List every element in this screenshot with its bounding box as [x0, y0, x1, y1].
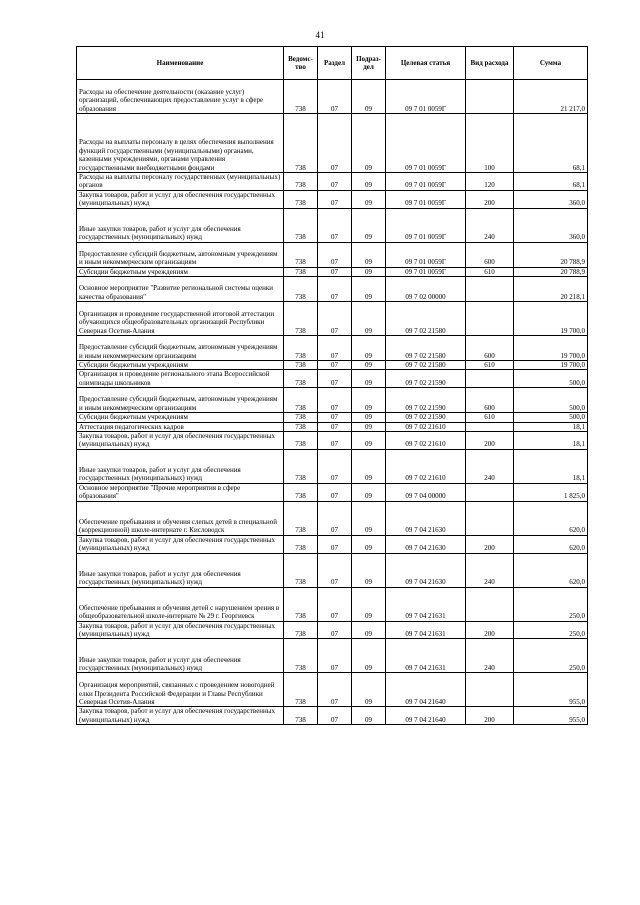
table-header-row	[77, 47, 588, 80]
cell-subsection: 09	[352, 501, 386, 535]
cell-section: 07	[318, 336, 352, 361]
cell-subsection: 09	[352, 114, 386, 173]
cell-name: Субсидии бюджетным учреждениям	[77, 267, 284, 276]
cell-section: 07	[318, 422, 352, 431]
cell-subsection: 09	[352, 302, 386, 336]
table-row	[77, 302, 588, 336]
cell-target: 09 7 01 0059Г	[386, 242, 466, 267]
cell-amount: 360,0	[514, 208, 588, 242]
table-row	[77, 432, 588, 450]
cell-amount: 500,0	[514, 388, 588, 413]
cell-expense-type: 240	[466, 208, 514, 242]
table-row	[77, 483, 588, 501]
cell-target: 09 7 01 0059Г	[386, 80, 466, 114]
cell-target: 09 7 02 21580	[386, 336, 466, 361]
cell-section: 07	[318, 639, 352, 673]
cell-section: 07	[318, 80, 352, 114]
cell-target: 09 7 01 0059Г	[386, 208, 466, 242]
cell-ministry: 738	[284, 370, 318, 388]
cell-subsection: 09	[352, 553, 386, 587]
cell-section: 07	[318, 449, 352, 483]
cell-amount: 18,1	[514, 422, 588, 431]
cell-name: Закупка товаров, работ и услуг для обеспечения государственных (муниципальных) нужд	[77, 707, 284, 725]
cell-target: 09 7 04 00000	[386, 483, 466, 501]
cell-target: 09 7 04 21631	[386, 587, 466, 621]
cell-amount: 68,1	[514, 114, 588, 173]
cell-target: 09 7 02 21590	[386, 413, 466, 422]
table-row	[77, 535, 588, 553]
cell-section: 07	[318, 173, 352, 191]
cell-target: 09 7 04 21631	[386, 621, 466, 639]
cell-subsection: 09	[352, 432, 386, 450]
cell-amount: 20 218,1	[514, 277, 588, 302]
table-row	[77, 553, 588, 587]
cell-expense-type: 200	[466, 621, 514, 639]
cell-section: 07	[318, 501, 352, 535]
cell-amount: 21 217,0	[514, 80, 588, 114]
cell-target: 09 7 02 21590	[386, 370, 466, 388]
header-section: Раздел	[318, 47, 352, 80]
cell-name: Расходы на выплаты персоналу в целях обеспечения выполнения функций государственными (муниципальными) органами, казенными учреждениями, органами управления государственными внебюджетными фондами	[77, 114, 284, 173]
cell-target: 09 7 01 0059Г	[386, 190, 466, 208]
cell-amount: 19 700,0	[514, 361, 588, 370]
cell-section: 07	[318, 361, 352, 370]
header-amount: Сумма	[514, 47, 588, 80]
table-row	[77, 173, 588, 191]
cell-name: Закупка товаров, работ и услуг для обеспечения государственных (муниципальных) нужд	[77, 190, 284, 208]
cell-subsection: 09	[352, 80, 386, 114]
cell-ministry: 738	[284, 190, 318, 208]
header-expense-type: Вид расхода	[466, 47, 514, 80]
cell-target: 09 7 02 21580	[386, 361, 466, 370]
cell-target: 09 7 02 21610	[386, 449, 466, 483]
cell-ministry: 738	[284, 80, 318, 114]
table-row	[77, 208, 588, 242]
cell-expense-type	[466, 587, 514, 621]
cell-amount: 19 700,0	[514, 336, 588, 361]
cell-amount: 250,0	[514, 639, 588, 673]
table-row	[77, 388, 588, 413]
header-name: Наименование	[77, 47, 284, 80]
cell-expense-type: 610	[466, 413, 514, 422]
cell-ministry: 738	[284, 208, 318, 242]
cell-name: Организация и проведение государственной итоговой аттестации обучающихся общеобразовательных организаций Республики Северная Осетия-Алания	[77, 302, 284, 336]
cell-name: Обеспечение пребывания и обучения детей с нарушением зрения в общеобразовательной школе-интернате № 29 г. Георгиевск	[77, 587, 284, 621]
cell-target: 09 7 04 21640	[386, 707, 466, 725]
cell-name: Расходы на выплаты персоналу государственных (муниципальных) органов	[77, 173, 284, 191]
table-row	[77, 673, 588, 707]
cell-amount: 20 788,9	[514, 242, 588, 267]
cell-subsection: 09	[352, 621, 386, 639]
cell-ministry: 738	[284, 639, 318, 673]
cell-ministry: 738	[284, 302, 318, 336]
cell-expense-type: 240	[466, 449, 514, 483]
cell-target: 09 7 01 0059Г	[386, 173, 466, 191]
cell-subsection: 09	[352, 673, 386, 707]
table-row	[77, 361, 588, 370]
cell-amount: 620,0	[514, 535, 588, 553]
cell-name: Организация мероприятий, связанных с проведением новогодней елки Президента Российской Федерации и Главы Республики Северная Осетия-Алания	[77, 673, 284, 707]
cell-section: 07	[318, 242, 352, 267]
cell-subsection: 09	[352, 267, 386, 276]
cell-name: Закупка товаров, работ и услуг для обеспечения государственных (муниципальных) нужд	[77, 621, 284, 639]
cell-name: Закупка товаров, работ и услуг для обеспечения государственных (муниципальных) нужд	[77, 432, 284, 450]
cell-target: 09 7 02 00000	[386, 277, 466, 302]
header-ministry: Ведомс-тво	[284, 47, 318, 80]
cell-name: Предоставление субсидий бюджетным, автономным учреждениям и иным некоммерческим организациям	[77, 388, 284, 413]
table-row	[77, 639, 588, 673]
cell-name: Закупка товаров, работ и услуг для обеспечения государственных (муниципальных) нужд	[77, 535, 284, 553]
cell-subsection: 09	[352, 449, 386, 483]
cell-section: 07	[318, 673, 352, 707]
table-row	[77, 242, 588, 267]
cell-amount: 18,1	[514, 432, 588, 450]
cell-ministry: 738	[284, 242, 318, 267]
cell-name: Предоставление субсидий бюджетным, автономным учреждениям и иным некоммерческим организациям	[77, 336, 284, 361]
cell-ministry: 738	[284, 422, 318, 431]
cell-ministry: 738	[284, 621, 318, 639]
cell-amount: 620,0	[514, 553, 588, 587]
table-row	[77, 336, 588, 361]
cell-expense-type: 240	[466, 639, 514, 673]
cell-expense-type: 240	[466, 553, 514, 587]
cell-ministry: 738	[284, 587, 318, 621]
cell-ministry: 738	[284, 432, 318, 450]
cell-section: 07	[318, 553, 352, 587]
cell-subsection: 09	[352, 190, 386, 208]
cell-target: 09 7 02 21610	[386, 432, 466, 450]
cell-ministry: 738	[284, 483, 318, 501]
cell-section: 07	[318, 587, 352, 621]
cell-expense-type	[466, 501, 514, 535]
cell-name: Иные закупки товаров, работ и услуг для обеспечения государственных (муниципальных) нужд	[77, 553, 284, 587]
cell-ministry: 738	[284, 449, 318, 483]
table-row	[77, 449, 588, 483]
cell-section: 07	[318, 277, 352, 302]
cell-subsection: 09	[352, 336, 386, 361]
cell-amount: 1 825,0	[514, 483, 588, 501]
cell-target: 09 7 04 21640	[386, 673, 466, 707]
cell-subsection: 09	[352, 388, 386, 413]
cell-subsection: 09	[352, 422, 386, 431]
cell-expense-type: 600	[466, 242, 514, 267]
cell-amount: 500,0	[514, 370, 588, 388]
cell-section: 07	[318, 707, 352, 725]
cell-amount: 250,0	[514, 587, 588, 621]
cell-subsection: 09	[352, 639, 386, 673]
cell-target: 09 7 02 21610	[386, 422, 466, 431]
cell-expense-type	[466, 302, 514, 336]
cell-ministry: 738	[284, 553, 318, 587]
cell-expense-type: 200	[466, 190, 514, 208]
cell-name: Организация и проведение регионального этапа Всероссийской олимпиады школьников	[77, 370, 284, 388]
header-subsection: Подраз-дел	[352, 47, 386, 80]
cell-section: 07	[318, 302, 352, 336]
table-row	[77, 80, 588, 114]
cell-name: Иные закупки товаров, работ и услуг для обеспечения государственных (муниципальных) нужд	[77, 208, 284, 242]
cell-subsection: 09	[352, 483, 386, 501]
cell-amount: 360,0	[514, 190, 588, 208]
cell-expense-type	[466, 422, 514, 431]
cell-ministry: 738	[284, 277, 318, 302]
page-number: 41	[315, 30, 325, 40]
table-row	[77, 370, 588, 388]
table-row	[77, 707, 588, 725]
cell-subsection: 09	[352, 535, 386, 553]
cell-name: Основное мероприятие "Развитие региональной системы оценки качества образования"	[77, 277, 284, 302]
cell-subsection: 09	[352, 242, 386, 267]
cell-amount: 955,0	[514, 707, 588, 725]
table-row	[77, 621, 588, 639]
cell-section: 07	[318, 208, 352, 242]
cell-target: 09 7 02 21590	[386, 388, 466, 413]
cell-ministry: 738	[284, 707, 318, 725]
cell-subsection: 09	[352, 277, 386, 302]
cell-section: 07	[318, 388, 352, 413]
cell-expense-type: 120	[466, 173, 514, 191]
cell-expense-type: 600	[466, 336, 514, 361]
cell-section: 07	[318, 483, 352, 501]
cell-section: 07	[318, 267, 352, 276]
cell-name: Иные закупки товаров, работ и услуг для обеспечения государственных (муниципальных) нужд	[77, 639, 284, 673]
cell-expense-type: 100	[466, 114, 514, 173]
table-row	[77, 501, 588, 535]
cell-amount: 955,0	[514, 673, 588, 707]
cell-name: Расходы на обеспечение деятельности (оказание услуг) организаций, обеспечивающих предоставление услуг в сфере образования	[77, 80, 284, 114]
cell-section: 07	[318, 413, 352, 422]
cell-ministry: 738	[284, 388, 318, 413]
table-row	[77, 267, 588, 276]
cell-name: Основное мероприятие "Прочие мероприятия в сфере образования"	[77, 483, 284, 501]
cell-target: 09 7 04 21631	[386, 639, 466, 673]
cell-target: 09 7 04 21630	[386, 535, 466, 553]
cell-expense-type: 600	[466, 388, 514, 413]
cell-ministry: 738	[284, 267, 318, 276]
cell-target: 09 7 01 0059Г	[386, 267, 466, 276]
cell-expense-type: 610	[466, 267, 514, 276]
cell-ministry: 738	[284, 173, 318, 191]
cell-amount: 500,0	[514, 413, 588, 422]
cell-ministry: 738	[284, 413, 318, 422]
cell-name: Субсидии бюджетным учреждениям	[77, 413, 284, 422]
table-row	[77, 190, 588, 208]
budget-table	[76, 46, 588, 725]
cell-amount: 620,0	[514, 501, 588, 535]
cell-expense-type	[466, 80, 514, 114]
cell-ministry: 738	[284, 673, 318, 707]
cell-expense-type: 200	[466, 432, 514, 450]
table-row	[77, 114, 588, 173]
cell-expense-type	[466, 673, 514, 707]
cell-expense-type	[466, 370, 514, 388]
cell-section: 07	[318, 114, 352, 173]
cell-subsection: 09	[352, 361, 386, 370]
cell-name: Обеспечение пребывания и обучения слепых детей в специальной (коррекционной) школе-интернате г. Кисловодск	[77, 501, 284, 535]
cell-name: Иные закупки товаров, работ и услуг для обеспечения государственных (муниципальных) нужд	[77, 449, 284, 483]
cell-subsection: 09	[352, 413, 386, 422]
header-target: Целевая статья	[386, 47, 466, 80]
cell-section: 07	[318, 535, 352, 553]
cell-ministry: 738	[284, 535, 318, 553]
cell-name: Субсидии бюджетным учреждениям	[77, 361, 284, 370]
cell-target: 09 7 01 0059Г	[386, 114, 466, 173]
cell-target: 09 7 04 21630	[386, 501, 466, 535]
cell-target: 09 7 02 21580	[386, 302, 466, 336]
cell-subsection: 09	[352, 587, 386, 621]
cell-amount: 20 788,9	[514, 267, 588, 276]
cell-amount: 18,1	[514, 449, 588, 483]
cell-section: 07	[318, 621, 352, 639]
cell-subsection: 09	[352, 370, 386, 388]
cell-ministry: 738	[284, 361, 318, 370]
table-row	[77, 413, 588, 422]
cell-ministry: 738	[284, 336, 318, 361]
cell-subsection: 09	[352, 208, 386, 242]
cell-subsection: 09	[352, 707, 386, 725]
cell-name: Аттестация педагогических кадров	[77, 422, 284, 431]
table-row	[77, 277, 588, 302]
cell-section: 07	[318, 370, 352, 388]
cell-expense-type: 200	[466, 535, 514, 553]
cell-expense-type: 200	[466, 707, 514, 725]
cell-section: 07	[318, 432, 352, 450]
cell-ministry: 738	[284, 501, 318, 535]
table-row	[77, 587, 588, 621]
cell-name: Предоставление субсидий бюджетным, автономным учреждениям и иным некоммерческим организациям	[77, 242, 284, 267]
cell-subsection: 09	[352, 173, 386, 191]
cell-expense-type	[466, 483, 514, 501]
cell-amount: 19 700,0	[514, 302, 588, 336]
cell-section: 07	[318, 190, 352, 208]
cell-amount: 68,1	[514, 173, 588, 191]
cell-ministry: 738	[284, 114, 318, 173]
cell-amount: 250,0	[514, 621, 588, 639]
table-row	[77, 422, 588, 431]
cell-expense-type	[466, 277, 514, 302]
cell-target: 09 7 04 21630	[386, 553, 466, 587]
cell-expense-type: 610	[466, 361, 514, 370]
